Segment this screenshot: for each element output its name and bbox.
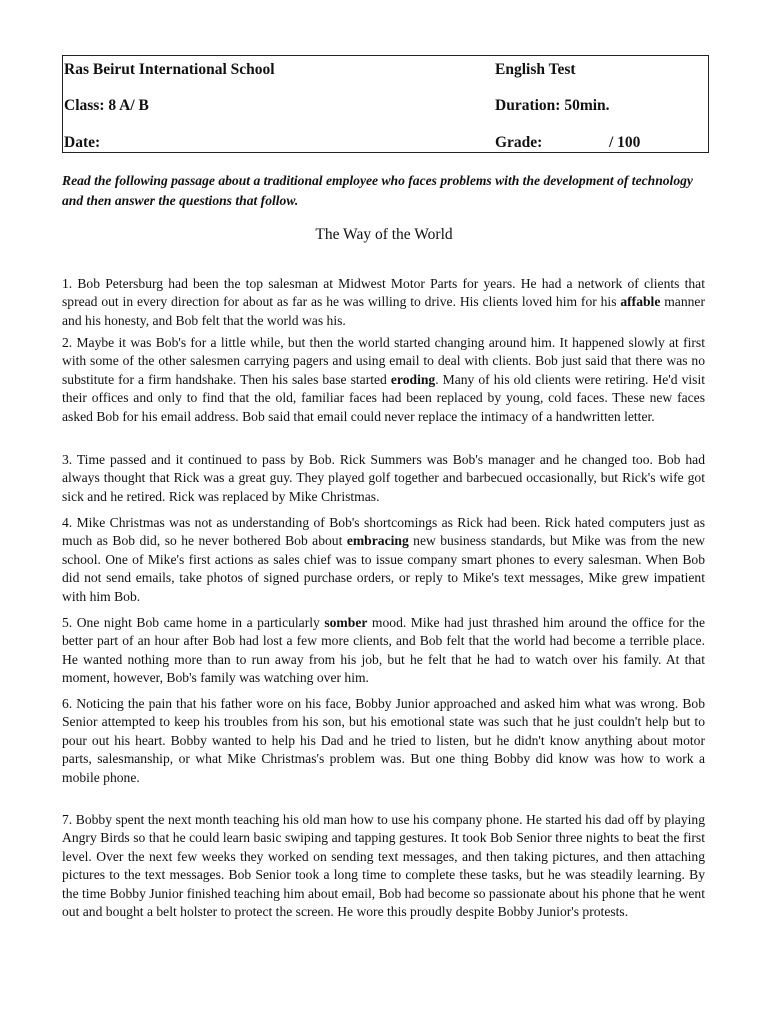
paragraph-6	[62, 695, 705, 787]
passage-title: The Way of the World	[315, 226, 453, 243]
paragraph-text: manner and his honesty, and Bob felt that the world was his.	[62, 294, 705, 328]
vocabulary-word: affable	[620, 294, 661, 310]
paragraph-4	[62, 514, 705, 606]
paragraph-3	[62, 451, 705, 506]
duration-label: Duration: 50min.	[495, 97, 610, 114]
grade-total: / 100	[609, 134, 641, 151]
paragraph-text: 1. Bob Petersburg had been the top salesman at Midwest Motor Parts for years. He had a network of clients that spread out in every direction for about as far as he was willing to drive. His clients loved him for his	[62, 276, 705, 310]
class-label: Class: 8 A/ B	[64, 97, 149, 114]
paragraph-text: mood. Mike had just thrashed him around the office for the better part of an hour after Bob had lost a few more clients, and Bob felt that the world had become a terrible place. He wanted nothing more than to run away from his job, but he felt that he had to watch over his family. At that moment, however, Bob's family was watching over him.	[62, 615, 705, 686]
paragraph-text: 3. Time passed and it continued to pass by Bob. Rick Summers was Bob's manager and he changed too. Bob had always thought that Rick was a great guy. They played golf together and barbecued occasionally, but Rick's wife got sick and he retired. Rick was replaced by Mike Christmas.	[62, 452, 705, 504]
instructions: Read the following passage about a traditional employee who faces problems with the development of technology and then answer the questions that follow.	[62, 173, 693, 208]
paragraph-2	[62, 334, 705, 426]
paragraph-5	[62, 614, 705, 688]
paragraph-text: 2. Maybe it was Bob's for a little while, but then the world started changing around him. It happened slowly at first with some of the other salesmen carrying pagers and using email to deal with clients. Bob just said that there was no substitute for a firm handshake. Then his sales base started	[62, 335, 705, 387]
paragraph-text: 7. Bobby spent the next month teaching his old man how to use his company phone. He started his dad off by playing Angry Birds so that he could learn basic swiping and tapping gestures. It took Bob Senior three nights to beat the first level. Over the next few weeks they worked on sending text messages, and then taking pictures, and then attaching pictures to the text messages. Bob Senior took a long time to complete these tasks, but he was steadily learning. By the time Bobby Junior finished teaching him about email, Bob had become so passionate about his phone that he went out and bought a belt holster to protect the screen. He wore this proudly despite Bobby Junior's protests.	[62, 812, 705, 920]
vocabulary-word: somber	[324, 615, 368, 630]
grade-label: Grade:	[495, 134, 543, 151]
test-header-box	[62, 55, 709, 153]
paragraph-1	[62, 275, 705, 330]
paragraph-text: 6. Noticing the pain that his father wore on his face, Bobby Junior approached and asked him what was wrong. Bob Senior attempted to keep his troubles from his son, but his emotional state was such that he just couldn't help but to pour out his heart. Bobby wanted to help his Dad and he tried to listen, but he didn't know anything about motor parts, salesmanship, or what Mike Christmas's problem was. But one thing Bobby did know was how to work a mobile phone.	[62, 696, 705, 785]
test-title: English Test	[495, 61, 576, 78]
paragraph-text: . Many of his old clients were retiring. He'd visit their offices and only to find that the old, familiar faces had been replaced by young, cold faces. These new faces asked Bob for his email address. Bob said that email could never replace the intimacy of a handwritten letter.	[62, 371, 706, 424]
paragraph-text: 5. One night Bob came home in a particularly	[62, 615, 325, 630]
paragraph-7	[62, 811, 705, 921]
paragraph-text: 4. Mike Christmas was not as understanding of Bob's shortcomings as Rick had been. Rick hated computers just as much as Bob did, so he never bothered Bob about	[62, 515, 705, 549]
school-name: Ras Beirut International School	[64, 61, 275, 78]
date-label: Date:	[64, 134, 101, 151]
vocabulary-word: embracing	[346, 533, 409, 549]
vocabulary-word: eroding	[390, 371, 436, 387]
paragraph-text: new business standards, but Mike was from the new school. One of Mike's first actions as sales chief was to issue company smart phones to every salesman. When Bob did not send emails, take photos of signed purchase orders, or reply to Mike's text messages, Mike grew impatient with him Bob.	[62, 533, 705, 604]
